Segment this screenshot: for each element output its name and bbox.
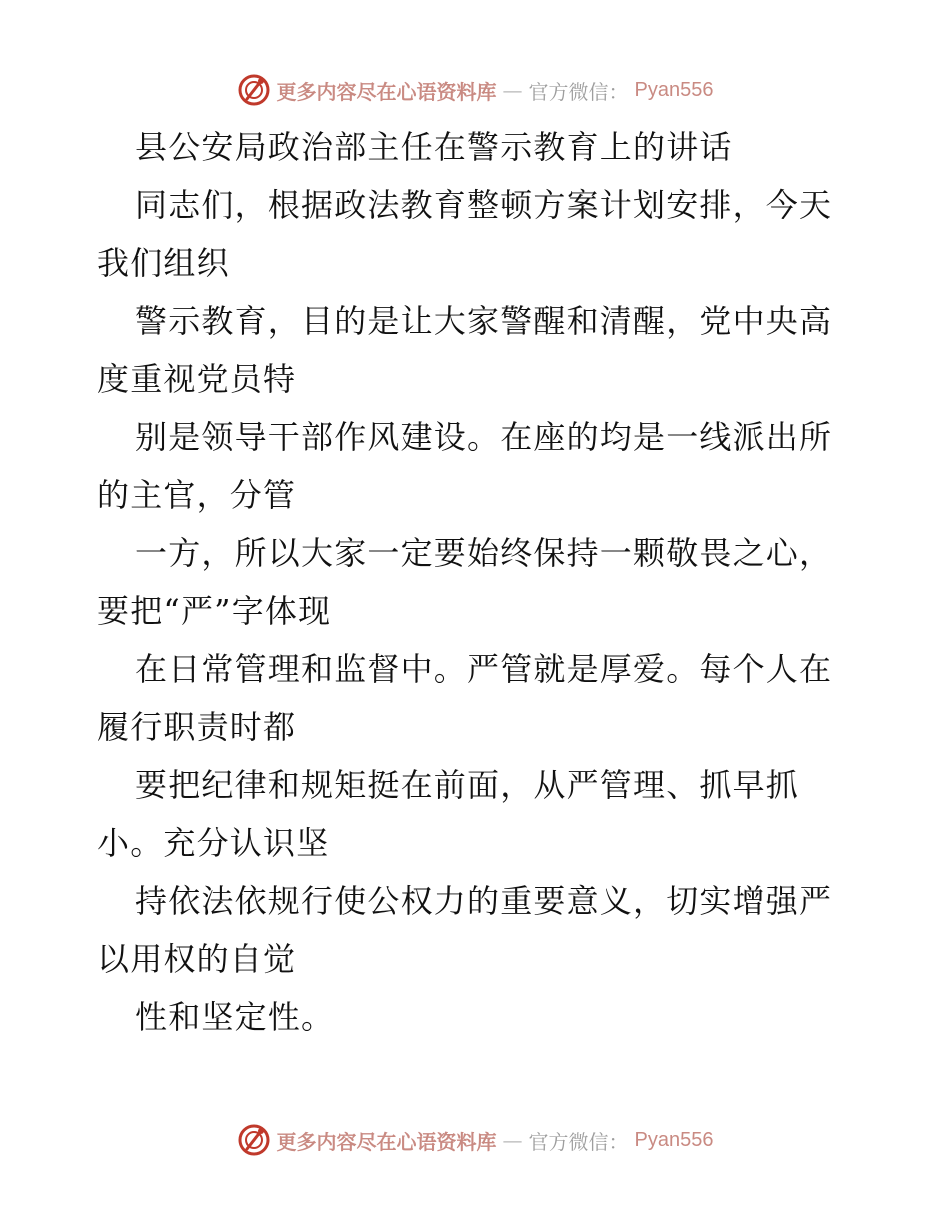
- banner-separator: —: [502, 1128, 523, 1152]
- doc-line: 履行职责时都: [97, 708, 297, 746]
- seal-logo-icon: [237, 1123, 271, 1157]
- banner-wechat-label: 官方微信：: [528, 79, 629, 104]
- doc-title: 县公安局政治部主任在警示教育上的讲话: [135, 128, 733, 166]
- doc-line: 的主官，分管: [97, 476, 297, 514]
- document-body: [97, 118, 857, 1046]
- doc-line: 警示教育，目的是让大家警醒和清醒，党中央高: [135, 302, 833, 340]
- banner-wechat-id: Pyan556: [634, 1128, 714, 1151]
- seal-logo-icon: [237, 73, 271, 107]
- doc-line: 持依法依规行使公权力的重要意义，切实增强严: [135, 882, 833, 920]
- banner-wechat-label: 官方微信：: [528, 1129, 629, 1154]
- doc-line: 一方，所以大家一定要始终保持一颗敬畏之心，: [135, 534, 833, 572]
- doc-line: 要把“严”字体现: [97, 592, 332, 630]
- doc-line: 要把纪律和规矩挺在前面，从严管理、抓早抓: [135, 766, 800, 804]
- doc-line: 在日常管理和监督中。严管就是厚爱。每个人在: [135, 650, 833, 688]
- banner-brand-text: 更多内容尽在心语资料库: [276, 79, 497, 104]
- banner-brand-text: 更多内容尽在心语资料库: [276, 1129, 497, 1154]
- doc-line: 小。充分认识坚: [97, 824, 330, 862]
- doc-line: 同志们，根据政法教育整顿方案计划安排，今天: [135, 186, 833, 224]
- banner-wechat-id: Pyan556: [634, 78, 714, 101]
- banner-separator: —: [502, 78, 523, 102]
- doc-line: 以用权的自觉: [97, 940, 297, 978]
- header-banner: [0, 70, 950, 110]
- doc-line: 性和坚定性。: [135, 998, 335, 1036]
- footer-banner: [0, 1120, 950, 1160]
- doc-line: 我们组织: [97, 244, 230, 282]
- doc-line: 度重视党员特: [97, 360, 297, 398]
- doc-line: 别是领导干部作风建设。在座的均是一线派出所: [135, 418, 833, 456]
